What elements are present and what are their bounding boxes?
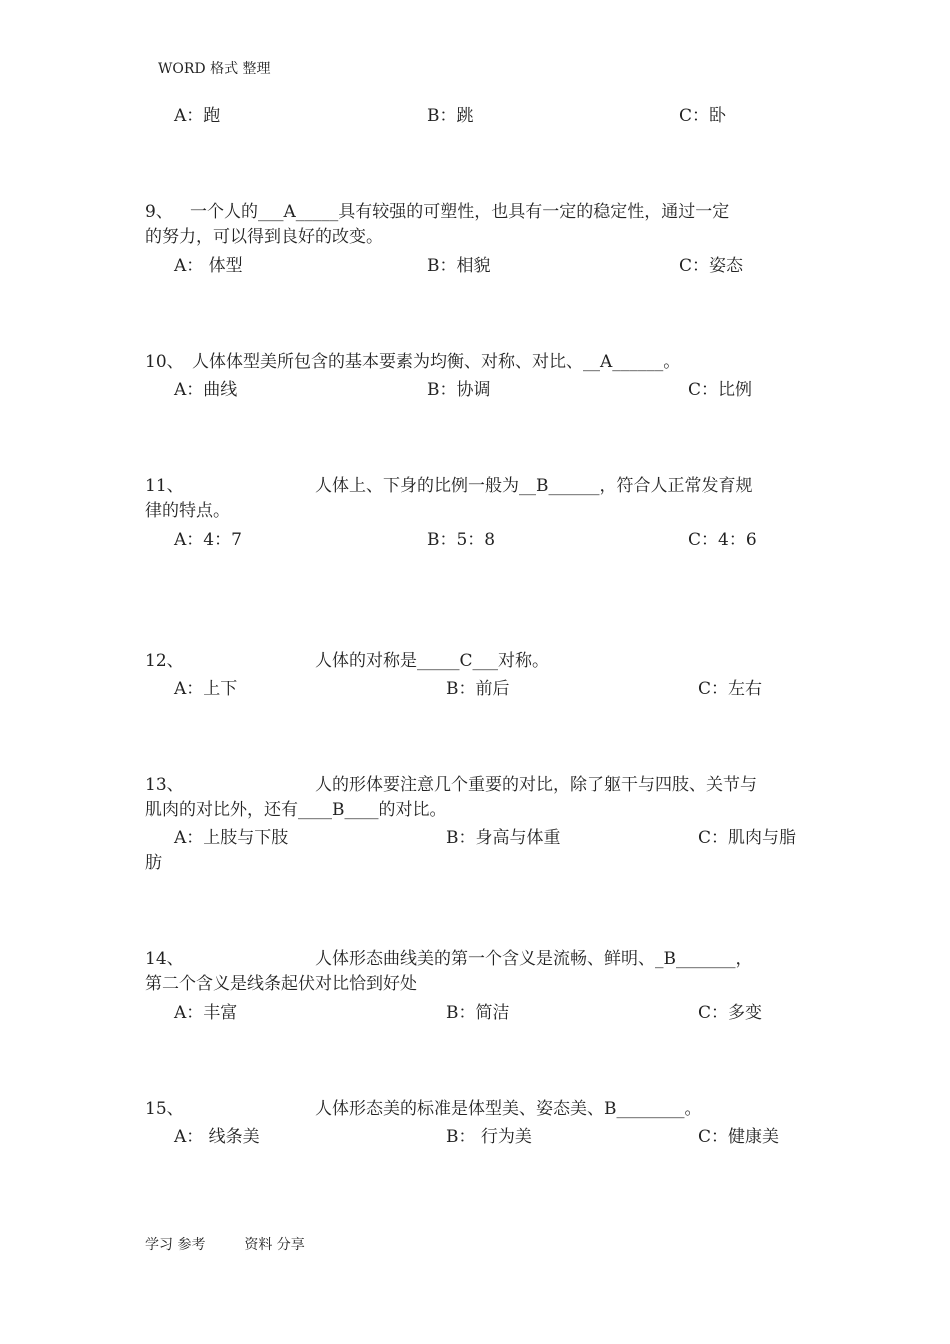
- option-a: A： 体型: [174, 256, 243, 276]
- question-text-line1: 人的形体要注意几个重要的对比，除了躯干与四肢、关节与: [315, 775, 757, 795]
- question-text-line1: 一个人的___A_____具有较强的可塑性，也具有一定的稳定性，通过一定: [190, 202, 730, 222]
- option-b: B：身高与体重: [446, 828, 561, 848]
- option-c: C：肌肉与脂: [698, 828, 797, 848]
- option-c: C：健康美: [698, 1127, 780, 1147]
- option-b: B：前后: [446, 679, 510, 699]
- question-text-line1: 人体体型美所包含的基本要素为均衡、对称、对比、__A______。: [192, 352, 681, 372]
- option-c: C：左右: [698, 679, 763, 699]
- question-number: 10、: [145, 352, 184, 372]
- question-text-line1: 人体形态美的标准是体型美、姿态美、B________。: [315, 1099, 702, 1119]
- option-a: A：4：7: [174, 530, 242, 550]
- option-a: A： 线条美: [174, 1127, 260, 1147]
- page-footer: [145, 1234, 305, 1254]
- option-b: B：简洁: [446, 1003, 510, 1023]
- option-c: C：多变: [698, 1003, 763, 1023]
- option-c: C：卧: [679, 106, 727, 126]
- option-a: A：上下: [174, 679, 238, 699]
- option-c: C：4：6: [688, 530, 757, 550]
- page-header: WORD 格式 整理: [158, 61, 271, 77]
- question-number: 11、: [145, 476, 184, 496]
- question-number: 15、: [145, 1099, 184, 1119]
- option-b: B：跳: [427, 106, 474, 126]
- question-text-line2: 第二个含义是线条起伏对比恰到好处: [145, 974, 417, 994]
- option-b: B：协调: [427, 380, 491, 400]
- question-text-line1: 人体的对称是_____C___对称。: [315, 651, 550, 671]
- option-a: A：曲线: [174, 380, 238, 400]
- question-text-line2: 的努力，可以得到良好的改变。: [145, 227, 383, 247]
- question-number: 9、: [145, 202, 173, 222]
- footer-right: 资料 分享: [244, 1237, 305, 1253]
- option-b: B：5：8: [427, 530, 496, 550]
- question-text-line2: 律的特点。: [145, 501, 230, 521]
- question-text-line1: 人体形态曲线美的第一个含义是流畅、鲜明、_B_______，: [315, 949, 753, 969]
- option-b: B： 行为美: [446, 1127, 532, 1147]
- option-a: A：跑: [174, 106, 221, 126]
- question-text-line1: 人体上、下身的比例一般为__B______，符合人正常发育规: [315, 476, 753, 496]
- question-number: 13、: [145, 775, 184, 795]
- option-b: B：相貌: [427, 256, 491, 276]
- option-a: A：丰富: [174, 1003, 238, 1023]
- option-c: C：姿态: [679, 256, 744, 276]
- footer-left: 学习 参考: [145, 1237, 206, 1253]
- option-c-wrap: 肪: [145, 853, 162, 873]
- option-c: C：比例: [688, 380, 753, 400]
- option-a: A：上肢与下肢: [174, 828, 289, 848]
- question-number: 12、: [145, 651, 184, 671]
- question-text-line2: 肌肉的对比外，还有____B____的对比。: [145, 800, 447, 820]
- question-number: 14、: [145, 949, 184, 969]
